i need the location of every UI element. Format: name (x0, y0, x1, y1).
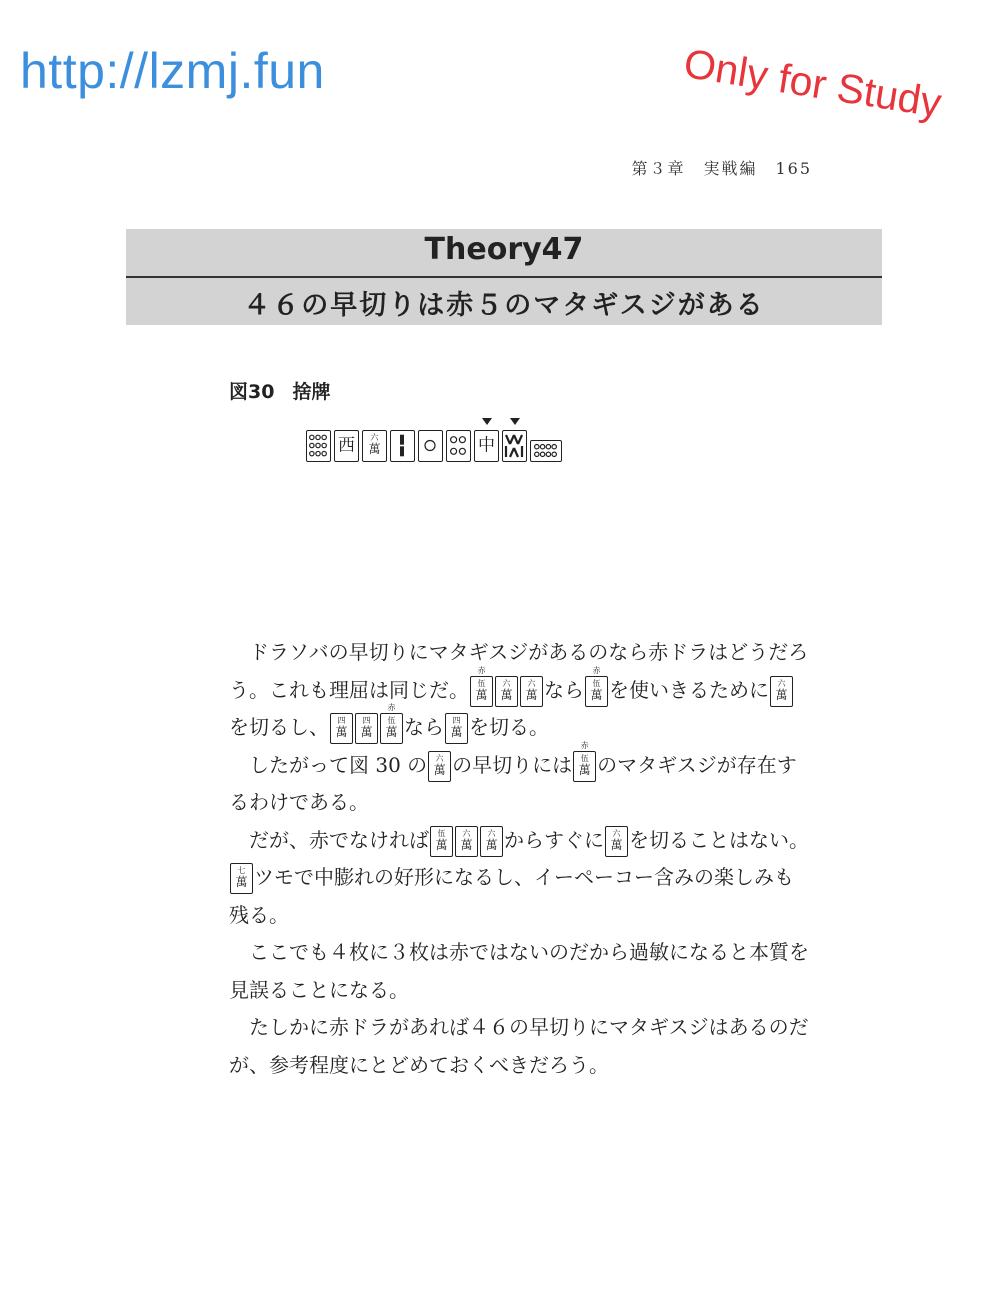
tile-numeral: 伍 (592, 678, 601, 688)
tile-suit: 萬 (475, 687, 488, 702)
watermark-url: http://lzmj.fun (20, 43, 325, 99)
title-divider (126, 276, 882, 278)
tile-suit: 萬 (590, 687, 603, 702)
paragraph-5 (229, 1009, 813, 1084)
pip (459, 437, 465, 443)
text-run: ここでも４枚に３枚は赤ではないのだから過敏になると本質を見誤ることになる。 (229, 940, 809, 1002)
text-run: を切るし、 (229, 715, 329, 739)
8-pin-icon (531, 441, 560, 460)
pip (546, 445, 550, 449)
discard-tile-red-dragon (474, 430, 499, 462)
inline-tile (495, 676, 518, 707)
pip (316, 443, 320, 447)
tile-suit: 萬 (435, 837, 448, 852)
text-run: の早切りには (452, 752, 573, 777)
text-run: を切ることはない。 (629, 827, 809, 852)
watermark-notice: Only for Study (680, 40, 945, 127)
pip (540, 445, 544, 449)
pip (322, 451, 326, 455)
inline-tile (380, 703, 403, 744)
bamboo-stick (400, 446, 404, 456)
pip (535, 452, 539, 456)
tile-numeral: 伍 (437, 828, 446, 838)
1-pin-icon (419, 431, 441, 460)
inline-tile (520, 676, 543, 707)
tile-suit: 萬 (450, 725, 463, 739)
tile-suit: 萬 (500, 687, 513, 702)
inline-tile (428, 751, 451, 782)
text-run: を切る。 (469, 715, 549, 739)
tile-glyph: 西 (338, 435, 355, 456)
figure-number: 図30 (229, 381, 275, 403)
inline-tile (573, 740, 596, 782)
tile-suit: 萬 (433, 762, 446, 777)
pip (310, 443, 314, 447)
bamboo-stick (518, 435, 522, 444)
discard-tile-west (334, 430, 359, 462)
text-run: なら (544, 677, 584, 702)
bamboo-stick (400, 435, 404, 445)
tile-suit: 萬 (525, 687, 538, 702)
tile-numeral: 四 (452, 716, 461, 725)
tile-suit: 萬 (460, 837, 473, 852)
inline-tile (430, 826, 453, 857)
tile-numeral: 六 (462, 828, 471, 838)
tile-suit: 萬 (368, 442, 381, 456)
red-five-mark: 赤 (592, 665, 601, 675)
tile-numeral: 伍 (477, 678, 486, 688)
text-run: ツモで中膨れの好形になるし、イーペーコー含みの楽しみも残る。 (229, 865, 794, 927)
text-run: なら (404, 715, 444, 739)
running-head: 第３章 実戦編 165 (631, 159, 812, 178)
inline-tile (770, 676, 793, 707)
9-pin-icon (307, 431, 329, 460)
tile-suit: 萬 (360, 725, 373, 739)
pip (540, 452, 544, 456)
discard-tile-8-sou (502, 430, 527, 462)
paragraph-3 (229, 822, 813, 935)
tile-numeral: 六 (612, 828, 621, 838)
text-run: からすぐに (504, 827, 604, 852)
tile-numeral: 四 (362, 716, 371, 725)
pip (425, 441, 435, 451)
discard-tile-4-pin (446, 430, 471, 462)
inline-tile (455, 826, 478, 857)
pip (535, 445, 539, 449)
pip (316, 451, 320, 455)
red-five-mark: 赤 (580, 740, 589, 750)
inline-tile (480, 826, 503, 857)
paragraph-2 (229, 740, 813, 822)
red-five-mark: 赤 (387, 703, 396, 712)
tile-numeral: 六 (370, 433, 379, 442)
inline-tile (355, 713, 378, 744)
paragraph-1 (229, 634, 813, 747)
text-run: たしかに赤ドラがあれば４６の早切りにマタギスジはあるのだが、参考程度にとどめておくべきだろう。 (229, 1015, 809, 1077)
theory-title: Theory47 (424, 232, 584, 267)
figure-caption (229, 377, 330, 404)
discard-tile-1-pin (418, 430, 443, 462)
text-run: だが、赤でなければ (249, 827, 429, 852)
pip (546, 452, 550, 456)
tile-suit: 萬 (775, 687, 788, 702)
8-sou-icon (503, 431, 525, 460)
pip (552, 452, 556, 456)
discard-tile-8-pin (530, 440, 562, 462)
pip (310, 451, 314, 455)
4-pin-icon (447, 431, 469, 460)
inline-tile (445, 713, 468, 744)
tile-numeral: 六 (502, 678, 511, 688)
body-text (229, 634, 813, 1084)
discard-tile-6-man (362, 430, 387, 462)
inline-tile (470, 665, 493, 707)
tile-numeral: 六 (487, 828, 496, 838)
pip (310, 435, 314, 439)
text-run: を使いきるために (609, 677, 769, 702)
text-run: したがって図 30 の (249, 752, 428, 777)
inline-tile (605, 826, 628, 857)
pip (451, 437, 457, 443)
pip (322, 443, 326, 447)
pip (451, 448, 457, 454)
tile-numeral: 伍 (387, 716, 396, 725)
pip (459, 448, 465, 454)
bamboo-stick (514, 448, 518, 457)
tile-suit: 萬 (578, 762, 591, 777)
title-box (126, 229, 882, 325)
inline-tile (230, 863, 253, 894)
discard-tile-2-sou (390, 430, 415, 462)
discard-marker-icon (510, 418, 520, 425)
discard-marker-icon (482, 418, 492, 425)
pip (552, 445, 556, 449)
inline-tile (585, 665, 608, 707)
discard-tile-9-pin (306, 430, 331, 462)
tile-numeral: 六 (435, 753, 444, 763)
text-run: ドラソバの早切りにマタギスジがあるのなら赤ドラはどうだろう。これも理屈は同じだ。 (229, 640, 809, 702)
pip (316, 435, 320, 439)
figure-label: 捨牌 (292, 381, 331, 403)
tile-suit: 萬 (485, 837, 498, 852)
theory-subtitle: ４６の早切りは赤５のマタギスジがある (243, 290, 765, 321)
tile-numeral: 伍 (580, 753, 589, 763)
tile-numeral: 六 (527, 678, 536, 688)
inline-tile (330, 713, 353, 744)
tile-suit: 萬 (235, 875, 248, 889)
paragraph-4 (229, 934, 813, 1009)
tile-numeral: 七 (237, 866, 246, 875)
2-sou-icon (391, 431, 413, 460)
text-run: のマタギスジが存在するわけである。 (229, 752, 797, 814)
tile-suit: 萬 (385, 725, 398, 739)
tile-glyph: 中 (478, 435, 495, 456)
pip (322, 435, 326, 439)
tile-suit: 萬 (610, 837, 623, 852)
red-five-mark: 赤 (477, 665, 486, 675)
tile-suit: 萬 (335, 725, 348, 739)
tile-numeral: 六 (777, 678, 786, 688)
tile-numeral: 四 (337, 716, 346, 725)
